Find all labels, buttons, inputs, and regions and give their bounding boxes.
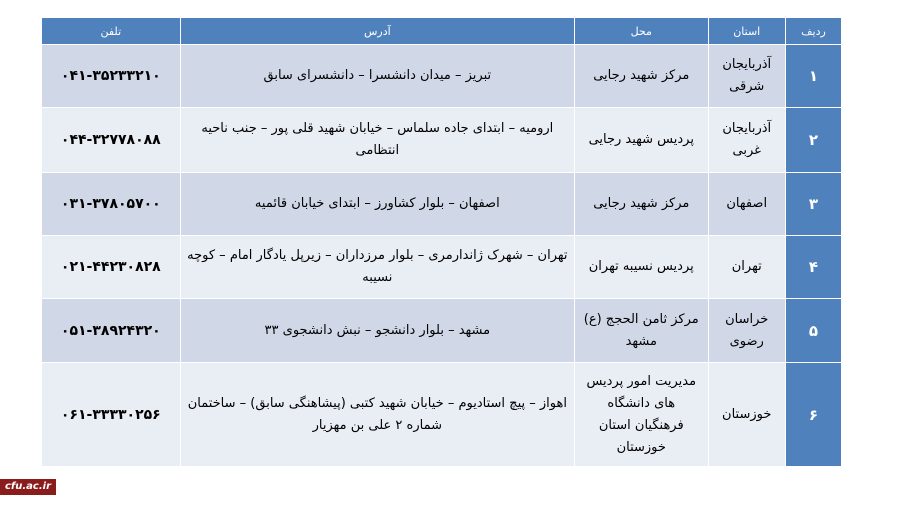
- table-row: [42, 45, 842, 108]
- row-number: ۶: [785, 363, 841, 467]
- province-cell: آذربایجان غربی: [708, 108, 785, 173]
- address-cell: ارومیه – ابتدای جاده سلماس – خیابان شهید قلی پور – جنب ناحیه انتظامی: [180, 108, 574, 173]
- header-row: [42, 18, 842, 45]
- row-number: ۱: [785, 45, 841, 108]
- table-row: [42, 236, 842, 299]
- province-cell: اصفهان: [708, 173, 785, 236]
- phone-cell: ۰۲۱-۴۴۲۳۰۸۲۸: [42, 236, 181, 299]
- address-cell: اصفهان – بلوار کشاورز – ابتدای خیابان قائمیه: [180, 173, 574, 236]
- place-cell: مرکز ثامن الحجج (ع) مشهد: [575, 299, 709, 363]
- row-number: ۳: [785, 173, 841, 236]
- address-cell: مشهد – بلوار دانشجو – نبش دانشجوی ۳۳: [180, 299, 574, 363]
- place-cell: مرکز شهید رجایی: [575, 173, 709, 236]
- province-cell: تهران: [708, 236, 785, 299]
- table-row: [42, 173, 842, 236]
- table-row: [42, 299, 842, 363]
- place-cell: مرکز شهید رجایی: [575, 45, 709, 108]
- header-place: محل: [575, 18, 709, 45]
- address-cell: اهواز – پیچ استادیوم – خیابان شهید کتبی (پیشاهنگی سابق) – ساختمان شماره ۲ علی بن مهزیار: [180, 363, 574, 467]
- phone-cell: ۰۴۱-۳۵۲۳۳۲۱۰: [42, 45, 181, 108]
- province-cell: آذربایجان شرقی: [708, 45, 785, 108]
- place-cell: پردیس نسیبه تهران: [575, 236, 709, 299]
- province-cell: خراسان رضوی: [708, 299, 785, 363]
- phone-cell: ۰۴۴-۳۲۷۷۸۰۸۸: [42, 108, 181, 173]
- site-logo: cfu.ac.ir: [0, 479, 56, 495]
- row-number: ۵: [785, 299, 841, 363]
- header-row-no: ردیف: [785, 18, 841, 45]
- row-number: ۴: [785, 236, 841, 299]
- place-cell: مدیریت امور پردیس های دانشگاه فرهنگیان استان خوزستان: [575, 363, 709, 467]
- address-cell: تهران – شهرک ژاندارمری – بلوار مرزداران – زیرپل یادگار امام – کوچه نسیبه: [180, 236, 574, 299]
- phone-cell: ۰۶۱-۳۳۳۳۰۲۵۶: [42, 363, 181, 467]
- header-province: استان: [708, 18, 785, 45]
- header-phone: تلفن: [42, 18, 181, 45]
- phone-cell: ۰۵۱-۳۸۹۲۴۳۲۰: [42, 299, 181, 363]
- place-cell: پردیس شهید رجایی: [575, 108, 709, 173]
- table-row: [42, 363, 842, 467]
- address-cell: تبریز – میدان دانشسرا – دانشسرای سابق: [180, 45, 574, 108]
- table-row: [42, 108, 842, 173]
- province-cell: خوزستان: [708, 363, 785, 467]
- row-number: ۲: [785, 108, 841, 173]
- phone-cell: ۰۳۱-۳۷۸۰۵۷۰۰: [42, 173, 181, 236]
- locations-table: [41, 17, 842, 467]
- header-address: آدرس: [180, 18, 574, 45]
